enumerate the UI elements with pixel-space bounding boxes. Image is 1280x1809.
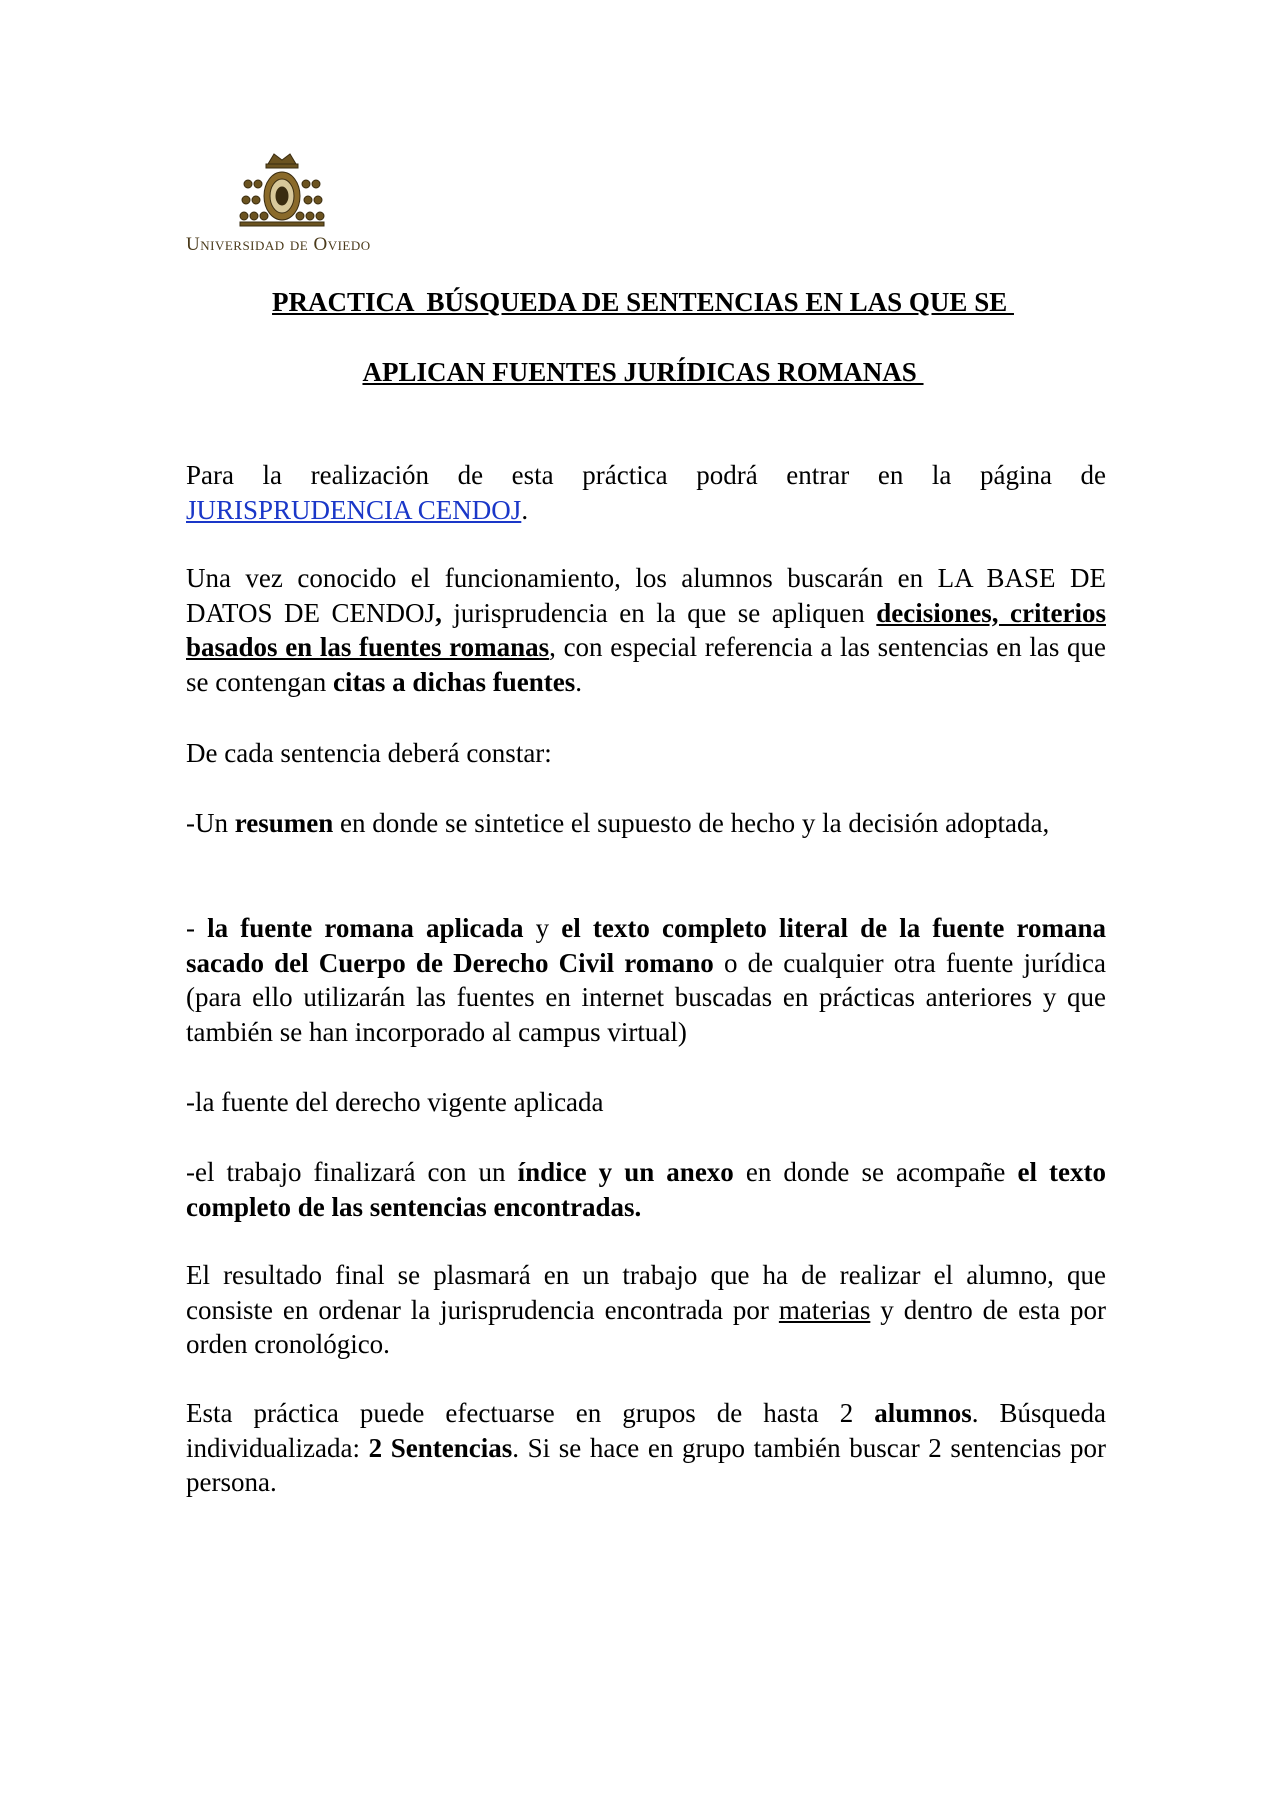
p4-bold-summary: resumen — [234, 808, 334, 838]
university-logo — [186, 150, 376, 260]
requirement-index-annex — [186, 1155, 1106, 1224]
paragraph-final-result — [186, 1258, 1106, 1362]
p2-text-b: jurisprudencia en la que se apliquen — [441, 597, 877, 628]
p8-underlined-materias: materias — [778, 1294, 871, 1325]
p7-bold-index: índice y un anexo — [517, 1157, 734, 1187]
p9-text-c: . Búsqueda individualizada: — [186, 1398, 1106, 1463]
title-line-2: APLICAN FUENTES JURÍDICAS ROMANAS — [362, 357, 924, 387]
title-line-1: PRACTICA BÚSQUEDA DE SENTENCIAS EN LAS QUE SE — [272, 287, 1014, 317]
logo-text: Universidad de Oviedo — [186, 234, 371, 255]
p5-bold-source: la fuente romana aplicada — [207, 913, 524, 943]
university-coat-of-arms-icon — [238, 150, 326, 234]
paragraph-groups — [186, 1396, 1106, 1500]
requirement-summary — [186, 806, 1106, 841]
p9-text-a: Esta práctica puede efectuarse en grupos de hasta 2 — [186, 1398, 875, 1428]
p5-text-c: y — [523, 913, 562, 943]
p2-text-f: . — [575, 666, 582, 697]
intro-end: . — [521, 494, 529, 525]
p5-bold-text: el texto completo literal de la fuente romana sacado del Cuerpo de Derecho Civil romano — [186, 913, 1107, 978]
p9-bold-sentencias: 2 Sentencias — [368, 1432, 513, 1463]
paragraph-intro — [186, 458, 1106, 527]
p5-text-e: o de cualquier otra fuente jurídica (para ello utilizarán las fuentes en internet buscadas en prácticas anteriores y que también se han incorporado al campus virtual) — [186, 947, 1106, 1047]
p7-text-a: -el trabajo finalizará con un — [186, 1157, 518, 1187]
p9-bold-alumnos: alumnos — [874, 1398, 972, 1428]
p9-text-e: . Si se hace en grupo también buscar 2 sentencias por persona. — [186, 1432, 1106, 1497]
p4-text-c: en donde se sintetice el supuesto de hecho y la decisión adoptada, — [333, 808, 1050, 838]
intro-text: Para la realización de esta práctica podrá entrar en la página de — [186, 460, 1106, 490]
p7-text-c: en donde se acompañe — [733, 1157, 1018, 1187]
p2-comma: , — [435, 597, 442, 628]
paragraph-instructions — [186, 561, 1106, 699]
p8-text-c: y dentro de esta por orden cronológico. — [186, 1294, 1106, 1359]
paragraph-requirements-intro: De cada sentencia deberá constar: — [186, 738, 552, 768]
p5-text-a: - — [186, 913, 208, 943]
p7-bold-fulltext: el texto completo de las sentencias encontradas. — [186, 1157, 1106, 1222]
p2-text-d: , con especial referencia a las sentencias en las que se contengan — [186, 632, 1106, 697]
p2-emphasis-criteria: decisiones, criterios basados en las fuentes romanas — [186, 597, 1106, 662]
p4-text-a: -Un — [186, 808, 235, 838]
cendoj-link[interactable]: JURISPRUDENCIA CENDOJ — [186, 494, 522, 525]
p2-emphasis-citations: citas a dichas fuentes — [332, 666, 576, 697]
p2-text-a: Una vez conocido el funcionamiento, los alumnos buscarán en LA BASE DE DATOS DE CENDOJ — [186, 563, 1106, 628]
p8-text-a: El resultado final se plasmará en un trabajo que ha de realizar el alumno, que consiste en ordenar la jurisprudencia encontrada por — [186, 1260, 1106, 1325]
requirement-roman-source — [186, 911, 1106, 1049]
requirement-current-law: -la fuente del derecho vigente aplicada — [186, 1087, 604, 1117]
